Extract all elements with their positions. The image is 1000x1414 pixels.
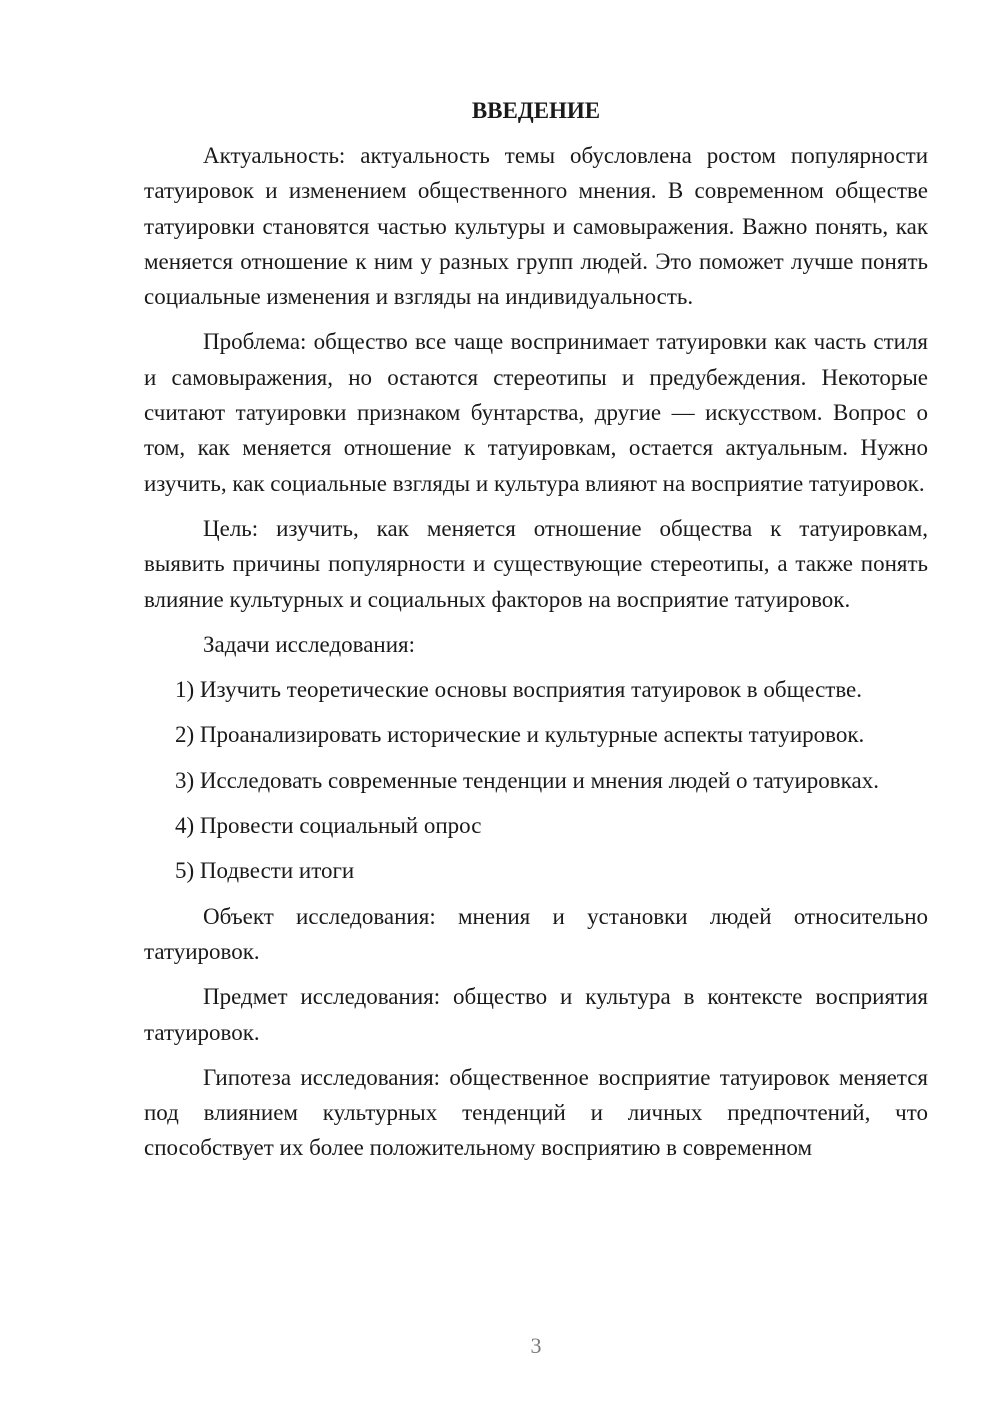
- section-title: ВВЕДЕНИЕ: [471, 98, 601, 123]
- subject-paragraph: Предмет исследования: общество и культура в контексте восприятия татуировок.: [144, 984, 928, 1045]
- task-item: 2) Проанализировать исторические и культурные аспекты татуировок.: [175, 722, 865, 748]
- task-item: 1) Изучить теоретические основы восприятия татуировок в обществе.: [175, 677, 863, 703]
- hypothesis-paragraph: Гипотеза исследования: общественное восприятие татуировок меняется под влиянием культурных тенденций и личных предпочтений, что способствует их более положительному восприятию в современном: [144, 1064, 928, 1161]
- page-content: [144, 93, 928, 1176]
- relevance-paragraph: Актуальность: актуальность темы обусловлена ростом популярности татуировок и изменением общественного мнения. В современном обществе татуировки становятся частью культуры и самовыражения. Важно понять, как меняется отношение к ним у разных групп людей. Это поможет лучше понять социальные изменения и взгляды на индивидуальность.: [144, 143, 928, 310]
- task-item: 3) Исследовать современные тенденции и мнения людей о татуировках.: [175, 767, 879, 793]
- tasks-heading: Задачи исследования:: [203, 631, 416, 657]
- object-paragraph: Объект исследования: мнения и установки людей относительно татуировок.: [144, 903, 928, 964]
- page-number: 3: [530, 1333, 542, 1358]
- task-item: 5) Подвести итоги: [175, 858, 355, 884]
- goal-paragraph: Цель: изучить, как меняется отношение общества к татуировкам, выявить причины популярности и существующие стереотипы, а также понять влияние культурных и социальных факторов на восприятие татуировок.: [144, 515, 928, 612]
- problem-paragraph: Проблема: общество все чаще воспринимает татуировки как часть стиля и самовыражения, но остаются стереотипы и предубеждения. Некоторые считают татуировки признаком бунтарства, другие — искусством. Вопрос о том, как меняется отношение к татуировкам, остается актуальным. Нужно изучить, как социальные взгляды и культура влияют на восприятие татуировок.: [144, 329, 928, 496]
- task-item: 4) Провести социальный опрос: [175, 813, 482, 839]
